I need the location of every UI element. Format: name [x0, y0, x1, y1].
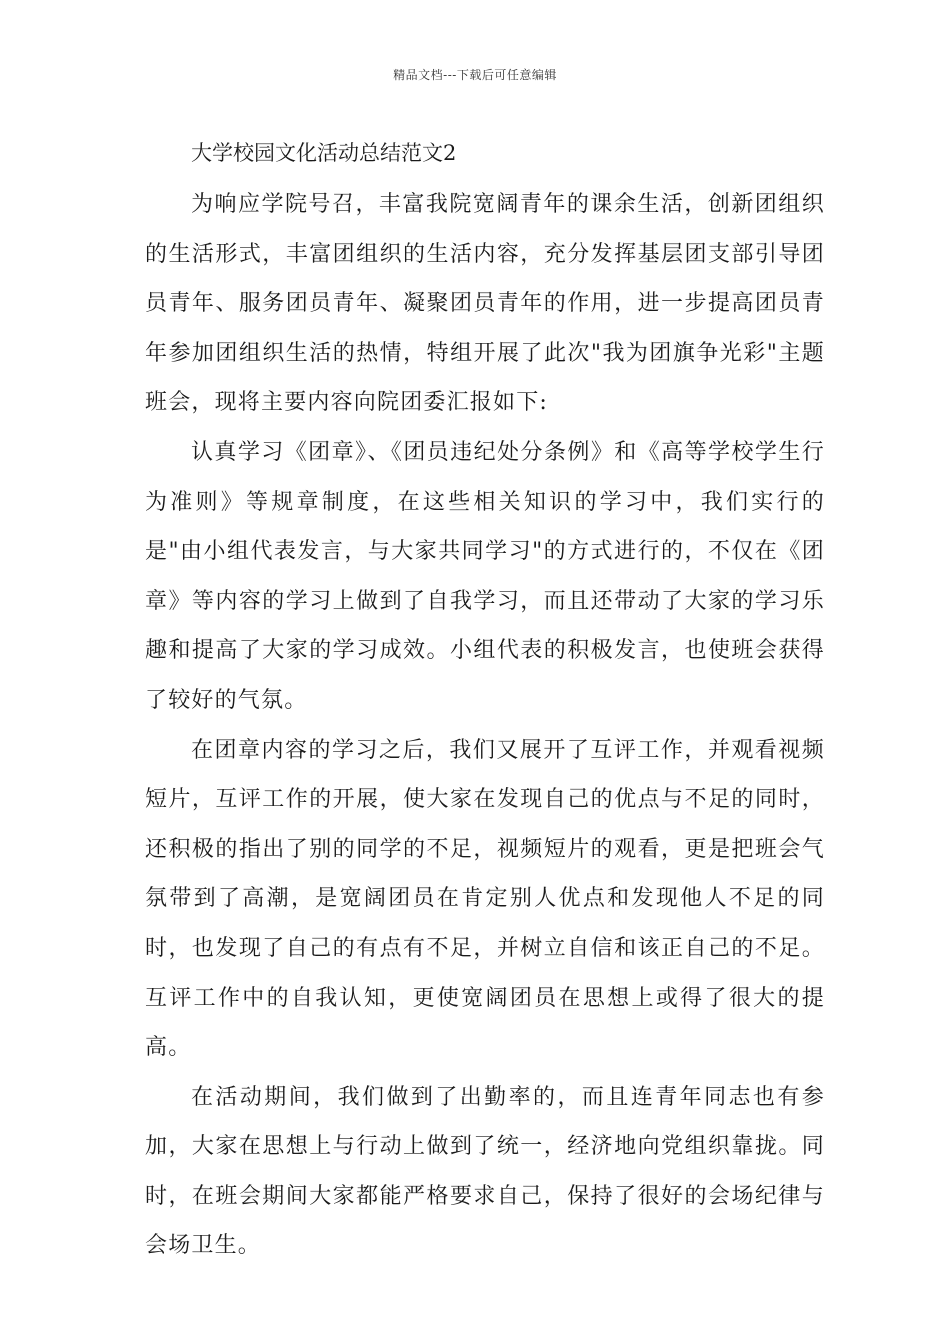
paragraph-3: 在团章内容的学习之后，我们又展开了互评工作，并观看视频短片，互评工作的开展，使大家在发现自己的优点与不足的同时，还积极的指出了别的同学的不足，视频短片的观看，更是把班会气氛带到了高潮，是宽阔团员在肯定别人优点和发现他人不足的同时，也发现了自己的有点有不足，并树立自信和该正自己的不足。互评工作中的自我认知，更使宽阔团员在思想上或得了很大的提高。 — [145, 737, 825, 1061]
document-title: 大学校园文化活动总结范文2 — [191, 141, 457, 165]
paragraph-2: 认真学习《团章》、《团员违纪处分条例》和《高等学校学生行为准则》等规章制度，在这些相关知识的学习中，我们实行的是"由小组代表发言，与大家共同学习"的方式进行的，不仅在《团章》等内容的学习上做到了自我学习，而且还带动了大家的学习乐趣和提高了大家的学习成效。小组代表的积极发言，也使班会获得了较好的气氛。 — [145, 439, 825, 713]
paragraph-4: 在活动期间，我们做到了出勤率的，而且连青年同志也有参加，大家在思想上与行动上做到了统一，经济地向党组织靠拢。同时，在班会期间大家都能严格要求自己，保持了很好的会场纪律与会场卫生。 — [145, 1084, 825, 1259]
page-header: 精品文档---下载后可任意编辑 — [393, 68, 557, 82]
paragraph-1: 为响应学院号召，丰富我院宽阔青年的课余生活，创新团组织的生活形式，丰富团组织的生活内容，充分发挥基层团支部引导团员青年、服务团员青年、凝聚团员青年的作用，进一步提高团员青年参加团组织生活的热情，特组开展了此次"我为团旗争光彩"主题班会，现将主要内容向院团委汇报如下: — [145, 192, 825, 416]
document-body — [145, 132, 825, 1271]
